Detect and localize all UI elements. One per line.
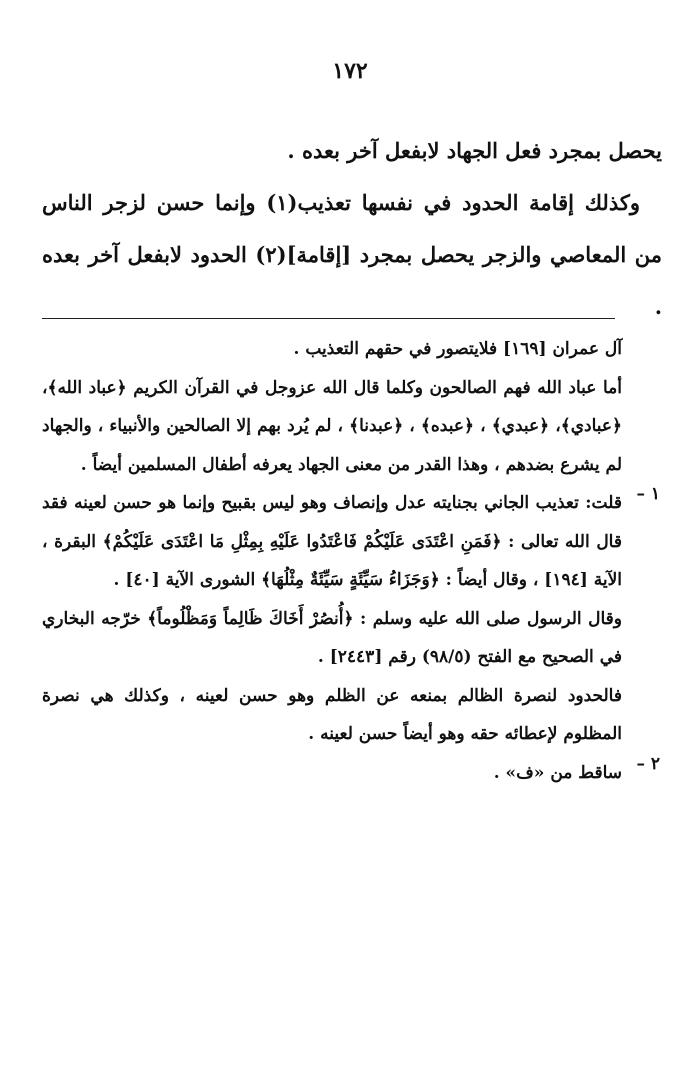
footnote-continuation: آل عمران [١٦٩] فلايتصور في حقهم التعذيب . [293,339,622,359]
footnote-paragraph: وقال الرسول صلى الله عليه وسلم : ﴿أُنصُرْ أَخَاكَ ظَالِماً وَمَظْلُوماً﴾ خرّجه البخاري في الصحيح مع الفتح (٩٨/٥) رقم [٢٤٤٣] . [42,608,622,667]
footnote-paragraph: فالحدود لنصرة الظالم بمنعه عن الظلم وهو حسن لعينه ، وكذلك هي نصرة المظلوم لإعطائه حقه وهو أيضاً حسن لعينه . [42,685,622,744]
footnote-paragraph: قلت: تعذيب الجاني بجنايته عدل وإنصاف وهو ليس بقبيح وإنما هو حسن لعينه فقد قال الله تعالى : ﴿فَمَنِ اعْتَدَى عَلَيْكُمْ فَاعْتَدُوا عَلَيْهِ بِمِثْلِ مَا اعْتَدَى عَلَيْكُمْ﴾ البقرة ، الآية [١٩٤] ، وقال أيضاً : ﴿وَجَزَاءُ سَيِّئَةٍ سَيِّئَةٌ مِثْلُهَا﴾ الشورى الآية [٤٠] . [42,493,622,590]
footnote-paragraph: ساقط من «ف» . [493,762,622,783]
main-text [42,125,662,333]
footnote-2 [42,754,660,793]
footnote-divider [42,318,615,319]
footnote-number: ١ – [636,484,660,504]
footnotes [42,330,660,792]
main-paragraph: وكذلك إقامة الحدود في نفسها تعذيب(١) وإنما حسن لزجر الناس من المعاصي والزجر يحصل بمجرد [إقامة](٢) الحدود لابفعل آخر بعده . [42,190,663,319]
footnote-number: ٢ – [636,753,660,774]
footnote-continuation: أما عباد الله فهم الصالحون وكلما قال الله عزوجل في القرآن الكريم ﴿عباد الله﴾، ﴿عبادي﴾، ﴿عبدي﴾ ، ﴿عبده﴾ ، ﴿عبدنا﴾ ، لم يُرد بهم إلا الصالحين والأنبياء ، والجهاد لم يشرع بضدهم ، وهذا القدر من معنى الجهاد يعرفه أطفال المسلمين أيضاً . [42,377,622,475]
main-paragraph: يحصل بمجرد فعل الجهاد لابفعل آخر بعده . [287,138,662,163]
footnote-1 [42,484,660,754]
page-number: ١٧٢ [332,58,368,84]
